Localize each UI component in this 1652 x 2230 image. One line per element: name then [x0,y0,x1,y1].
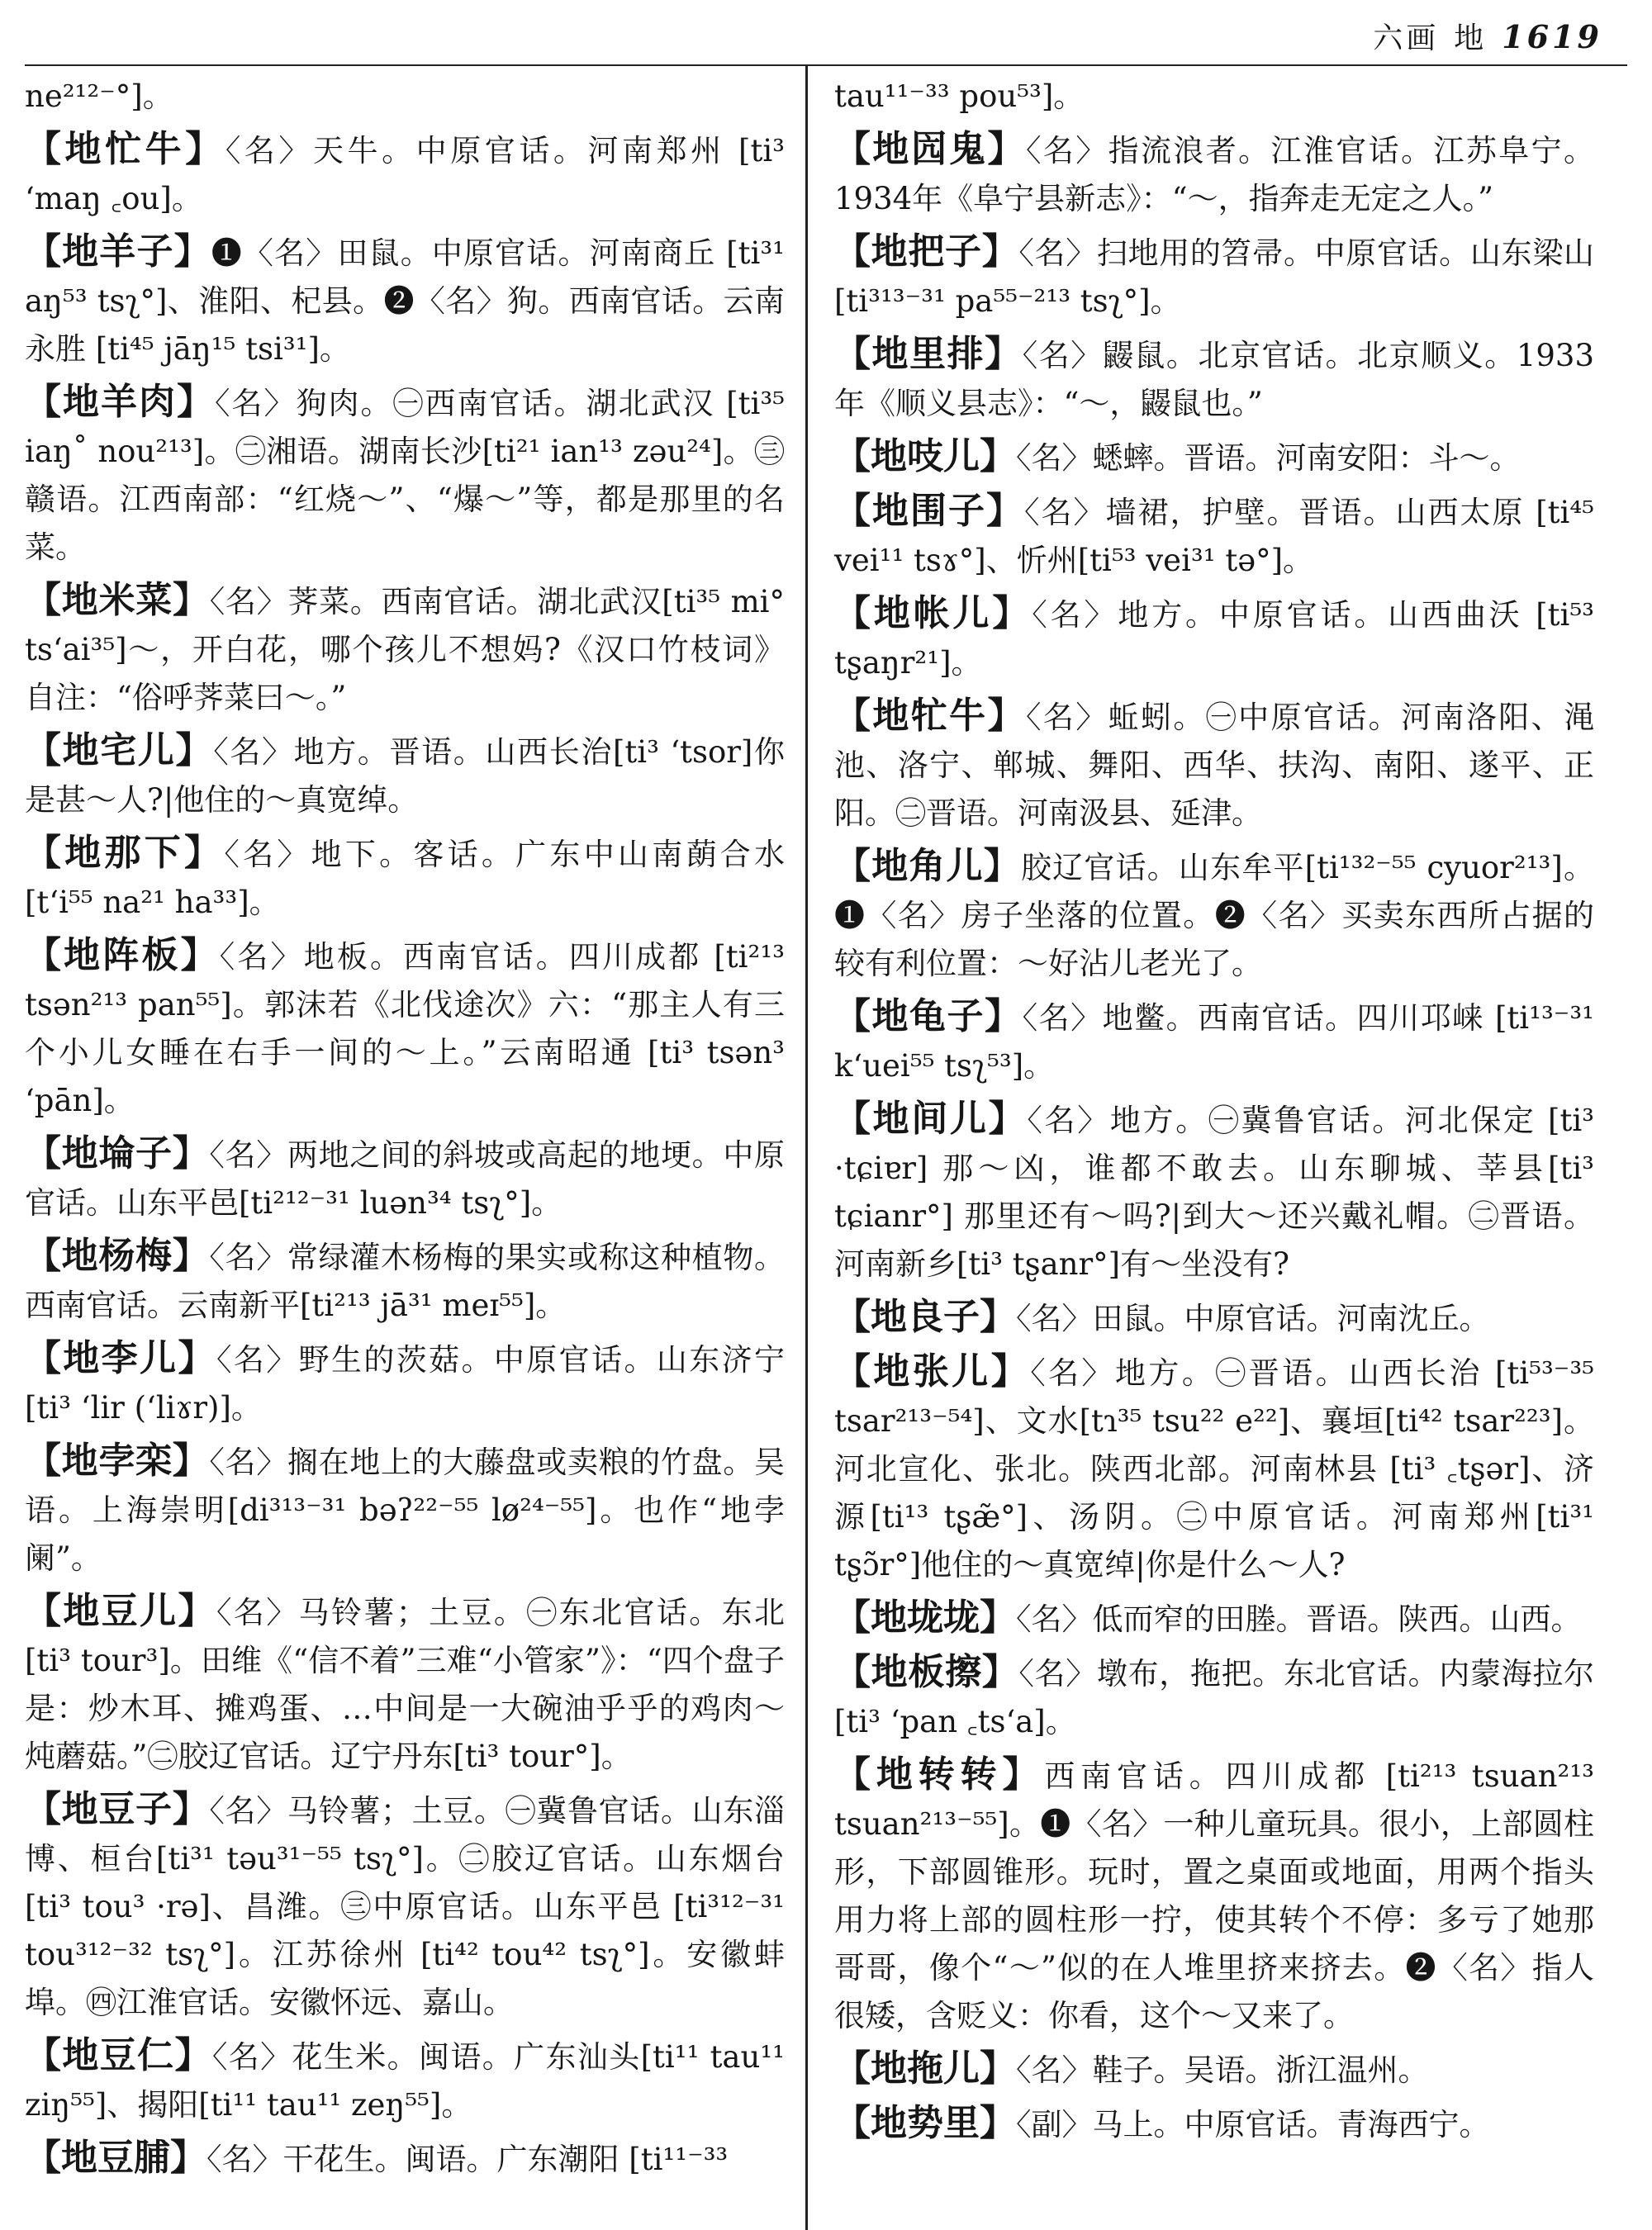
dictionary-entry [834,1293,1594,1343]
entry-headword: 【地张儿】 [834,1350,1031,1393]
entry-headword: 【地豆脯】 [25,2137,206,2179]
right-entries [834,126,1594,2149]
entry-definition: 〈名〉蚯蚓。㊀中原官话。河南洛阳、渑池、洛宁、郸城、舞阳、西华、扶沟、南阳、遂平、正阳。㊁晋语。河南汲县、延津。 [834,700,1595,831]
entry-definition: 〈名〉墩布，拖把。东北官话。内蒙海拉尔 [ti³ ʻpan ꜀tsʻa]。 [834,1656,1595,1739]
entry-headword: 【地势里】 [834,2102,1016,2144]
header-section: 六画 [1373,21,1440,55]
dictionary-entry [25,126,785,223]
right-column [834,73,1594,2154]
dictionary-entry [25,1335,785,1432]
column-divider [805,66,808,2230]
entry-headword: 【地里排】 [834,333,1023,375]
dictionary-entry [25,932,785,1125]
entry-headword: 【地豆子】 [25,1788,210,1830]
dictionary-entry [25,378,785,572]
dictionary-entry [834,330,1594,428]
header-char: 地 [1454,21,1488,55]
dictionary-entry [25,727,785,824]
entry-definition: 〈名〉搁在地上的大藤盘或卖粮的竹盘。吴语。上海崇明[di³¹³⁻³¹ bəʔ²²⁻⁵⁵ lø²⁴⁻⁵⁵]。也作“地孛阑”。 [25,1445,786,1576]
entry-definition: 胶辽官话。山东牟平[ti¹³²⁻⁵⁵ cyuor²¹³]。❶〈名〉房子坐落的位置。❷〈名〉买卖东西所占据的较有利位置：～好沾儿老光了。 [834,850,1594,981]
dictionary-entry [25,576,785,722]
dictionary-entry [25,1130,785,1227]
dictionary-entry [25,228,785,373]
entry-headword: 【地牤牛】 [834,695,1026,737]
entry-headword: 【地角儿】 [834,845,1021,887]
entry-headword: 【地那下】 [25,832,225,874]
entry-headword: 【地豆仁】 [25,2034,212,2076]
entry-headword: 【地豆儿】 [25,1590,216,1632]
entry-definition: 〈名〉狗肉。㊀西南官话。湖北武汉 [ti³⁵ iaŋ˚ nou²¹³]。㊁湘语。湖南长沙[ti²¹ ian¹³ zəu²⁴]。㊂赣语。江西南部：“红烧～”、“爆～”等，都是那里的名菜。 [25,386,786,565]
entry-headword: 【地吱儿】 [834,435,1016,477]
dictionary-entry [834,1348,1594,1589]
entry-headword: 【地龟子】 [834,995,1023,1037]
dictionary-entry [834,2045,1594,2095]
entry-headword: 【地孛栾】 [25,1440,210,1482]
entry-definition: ❶〈名〉田鼠。中原官话。河南商丘 [ti³¹ aŋ⁵³ tsʅ°]、淮阳、杞县。❷〈名〉狗。西南官话。云南永胜 [ti⁴⁵ jāŋ¹⁵ tsi³¹]。 [25,235,785,367]
entry-definition: 〈名〉地方。中原官话。山西曲沃 [ti⁵³ tʂaŋr²¹]。 [834,597,1594,681]
entry-definition: 〈名〉地方。晋语。山西长治[ti³ ʻtsor]你是甚～人?|他住的～真宽绰。 [25,734,785,818]
entry-definition: 〈名〉地方。㊀冀鲁官话。河北保定 [ti³ ·tɕiɐr] 那～凶，谁都不敢去。山东聊城、莘县[ti³ tɕianr°] 那里还有～吗?|到大～还兴戴礼帽。㊁晋语。河南新乡[ti³ tʂanr°]有～坐没有? [834,1103,1594,1282]
dictionary-entry [834,842,1594,988]
dictionary-entry [834,1594,1594,1644]
entry-headword: 【地米菜】 [25,579,210,621]
dictionary-entry [25,1232,785,1330]
entry-definition: 〈名〉马铃薯；土豆。㊀冀鲁官话。山东淄博、桓台[ti³¹ təu³¹⁻⁵⁵ tsʅ°]。㊁胶辽官话。山东烟台 [ti³ tou³ ·rə]、昌潍。㊂中原官话。山东平邑 [ti³¹²⁻³¹ tou³¹²⁻³² tsʅ°]。江苏徐州 [ti⁴² tou⁴² tsʅ°]。安徽蚌埠。㊃江淮官话。安徽怀远、嘉山。 [25,1793,786,2020]
entry-definition: 〈名〉荠菜。西南官话。湖北武汉[ti³⁵ mi° tsʻai³⁵]～，开白花，哪个孩儿不想妈?《汉口竹枝词》自注：“俗呼荠菜曰～。” [25,584,786,715]
entry-definition: 〈名〉两地之间的斜坡或高起的地埂。中原官话。山东平邑[ti²¹²⁻³¹ luən³⁴ tsʅ°]。 [25,1137,786,1221]
entry-definition: 〈名〉花生米。闽语。广东汕头[ti¹¹ tau¹¹ ziŋ⁵⁵]、揭阳[ti¹¹ tau¹¹ zeŋ⁵⁵]。 [25,2039,785,2123]
entry-definition: 〈名〉地鳖。西南官话。四川邛崃 [ti¹³⁻³¹ kʻuei⁵⁵ tsʅ⁵³]。 [834,1000,1594,1084]
entry-definition: 〈名〉墙裙，护壁。晋语。山西太原 [ti⁴⁵ vei¹¹ tsɤ°]、忻州[ti⁵³ vei³¹ tə°]。 [834,495,1595,578]
dictionary-entry [834,433,1594,482]
entry-definition: 〈名〉扫地用的笤帚。中原官话。山东梁山 [ti³¹³⁻³¹ pa⁵⁵⁻²¹³ tsʅ°]。 [834,235,1595,319]
header-rule [25,64,1627,66]
dictionary-entry [834,692,1594,837]
entry-definition: 〈名〉地方。㊀晋语。山西长治 [ti⁵³⁻³⁵ tsar²¹³⁻⁵⁴]、文水[tɿ³⁵ tsu²² e²²]、襄垣[ti⁴² tsar²²³]。河北宣化、张北。陕西北部。河南林县 [ti³ ꜀tʂər]、济源[ti¹³ tʂæ̃°]、汤阴。㊁中原官话。河南郑州[ti³¹ tʂɔ̃r°]他住的～真宽绰|你是什么～人? [834,1355,1594,1582]
entry-headword: 【地羊子】 [25,230,211,273]
entry-headword: 【地埨子】 [25,1132,210,1174]
entry-headword: 【地囥鬼】 [834,128,1026,170]
entry-definition: 〈名〉田鼠。中原官话。河南沈丘。 [1016,1301,1490,1336]
right-continuation: tau¹¹⁻³³ pou⁵³]。 [834,78,1085,114]
entry-headword: 【地良子】 [834,1296,1016,1338]
entry-headword: 【地间儿】 [834,1098,1028,1140]
dictionary-entry [834,126,1594,223]
dictionary-entry [834,590,1594,687]
entry-headword: 【地宅儿】 [25,729,214,771]
dictionary-entry [834,993,1594,1090]
entry-headword: 【地杨梅】 [25,1235,210,1277]
entry-headword: 【地板擦】 [834,1651,1019,1693]
entry-definition: 〈名〉地板。西南官话。四川成都 [ti²¹³ tsən²¹³ pan⁵⁵]。郭沫若《北伐途次》六：“那主人有三个小儿女睡在右手一间的～上。”云南昭通 [ti³ tsən³ ʻpān]。 [25,939,786,1118]
entry-definition: 〈名〉常绿灌木杨梅的果实或称这种植物。西南官话。云南新平[ti²¹³ jā³¹ meɪ⁵⁵]。 [25,1240,786,1323]
dictionary-entry [25,2134,785,2184]
entry-definition: 〈名〉指流浪者。江淮官话。江苏阜宁。1934年《阜宁县新志》：“～，指奔走无定之人。” [834,133,1595,216]
left-entries [25,126,785,2184]
dictionary-entry [25,1786,785,2027]
entry-headword: 【地羊肉】 [25,381,215,423]
entry-headword: 【地把子】 [834,230,1019,273]
entry-headword: 【地围子】 [834,490,1024,532]
dictionary-entry [25,2032,785,2129]
entry-definition: 〈名〉低而窄的田塍。晋语。陕西。山西。 [1016,1601,1582,1637]
dictionary-entry [834,1751,1594,2040]
entry-headword: 【地李儿】 [25,1337,216,1379]
entry-definition: 〈名〉地下。客话。广东中山南蓢合水 [tʻi⁵⁵ na²¹ ha³³]。 [25,837,786,920]
dictionary-entry [25,1437,785,1582]
entry-definition: 〈名〉鞋子。吴语。浙江温州。 [1016,2052,1429,2088]
dictionary-entry [834,1095,1594,1288]
entry-definition: 〈名〉天牛。中原官话。河南郑州 [ti³ ʻmaŋ ꜀ou]。 [25,133,786,216]
page-number: 1619 [1502,18,1602,55]
entry-definition: 西南官话。四川成都 [ti²¹³ tsuan²¹³ tsuan²¹³⁻⁵⁵]。❶〈名〉一种儿童玩具。很小，上部圆柱形，下部圆锥形。玩时，置之桌面或地面，用两个指头用力将上部的圆柱形一拧，使其转个不停：多亏了她那哥哥，像个“～”似的在人堆里挤来挤去。❷〈名〉指人很矮，含贬义：你看，这个～又来了。 [834,1758,1595,2033]
dictionary-entry [834,487,1594,585]
dictionary-entry [25,1587,785,1781]
entry-definition: 〈名〉马铃薯；土豆。㊀东北官话。东北 [ti³ tour³]。田维《“信不着”三难“小管家”》：“四个盘子是：炒木耳、摊鸡蛋、…中间是一大碗油乎乎的鸡肉～炖蘑菇。”㊁胶辽官话。辽宁丹东[ti³ tour°]。 [25,1595,786,1774]
dictionary-entry [834,2100,1594,2149]
entry-definition: 〈名〉干花生。闽语。广东潮阳 [ti¹¹⁻³³ [206,2142,729,2177]
dictionary-entry [25,829,785,927]
entry-headword: 【地转转】 [834,1753,1045,1796]
left-column [25,73,785,2189]
entry-definition: 〈名〉野生的茨菇。中原官话。山东济宁 [ti³ ʻlir (ʻliɤr)]。 [25,1342,786,1426]
entry-definition: 〈副〉马上。中原官话。青海西宁。 [1016,2107,1490,2142]
entry-definition: 〈名〉蟋蟀。晋语。河南安阳：斗～。 [1016,440,1521,476]
entry-definition: 〈名〉鼹鼠。北京官话。北京顺义。1933年《顺义县志》：“～，鼹鼠也。” [834,338,1594,421]
entry-headword: 【地帐儿】 [834,592,1032,634]
entry-headword: 【地阵板】 [25,934,220,976]
dictionary-entry [834,1649,1594,1746]
left-continuation: ne²¹²⁻°]。 [25,78,173,114]
entry-headword: 【地拖儿】 [834,2047,1016,2090]
entry-headword: 【地垅垅】 [834,1597,1016,1639]
page-header [1373,15,1602,57]
entry-headword: 【地忙牛】 [25,128,225,170]
dictionary-entry [834,228,1594,325]
